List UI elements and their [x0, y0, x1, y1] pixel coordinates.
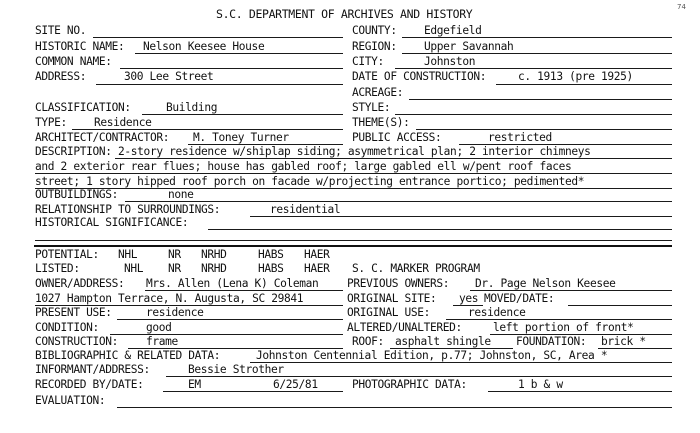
potential-haer: HAER	[304, 248, 330, 261]
condition-label: CONDITION:	[35, 321, 99, 334]
description-rule-3	[35, 188, 672, 189]
present-use-line	[117, 319, 343, 320]
moved-date-line	[568, 305, 672, 306]
section-divider	[34, 245, 672, 247]
informant-value: Bessie Strother	[188, 363, 284, 376]
moved-date-label: MOVED/DATE:	[484, 292, 555, 305]
outbuildings-line	[125, 201, 672, 202]
significance-line	[208, 229, 672, 230]
description-line-1: DESCRIPTION: 2-story residence w/shiplap siding; asymmetrical plan; 2 interior chimneys	[35, 145, 591, 158]
classification-value: Building	[166, 101, 218, 114]
photographic-value: 1 b & w	[518, 378, 563, 391]
original-site-value: yes	[459, 292, 479, 305]
region-value: Upper Savannah	[424, 40, 514, 53]
potential-nr: NR	[168, 248, 181, 261]
region-line	[402, 53, 672, 54]
city-label: CITY:	[352, 55, 384, 68]
owner-line-2: 1027 Hampton Terrace, N. Augusta, SC 29841	[35, 292, 304, 305]
historic-name-line	[135, 53, 343, 54]
recorded-line	[163, 391, 343, 392]
foundation-value: brick *	[601, 335, 646, 348]
relationship-line	[250, 216, 672, 217]
listed-label: LISTED:	[35, 262, 80, 275]
original-use-label: ORIGINAL USE:	[347, 306, 431, 319]
historic-name-label: HISTORIC NAME:	[35, 40, 125, 53]
site-no-line	[93, 37, 343, 38]
owner-rule-1	[145, 290, 343, 291]
public-access-label: PUBLIC ACCESS:	[352, 131, 442, 144]
evaluation-label: EVALUATION:	[35, 394, 106, 407]
roof-label: ROOF:	[352, 335, 384, 348]
relationship-value: residential	[270, 203, 341, 216]
significance-label: HISTORICAL SIGNIFICANCE:	[35, 216, 189, 229]
region-label: REGION:	[352, 40, 397, 53]
county-label: COUNTY:	[352, 24, 397, 37]
relationship-label: RELATIONSHIP TO SURROUNDINGS:	[35, 203, 221, 216]
photographic-label: PHOTOGRAPHIC DATA:	[352, 378, 467, 391]
listed-habs: HABS	[258, 262, 284, 275]
original-use-line	[446, 319, 672, 320]
bibliographic-line	[250, 362, 672, 363]
acreage-label: ACREAGE:	[352, 86, 404, 99]
informant-line	[166, 376, 672, 377]
previous-owners-line	[470, 290, 672, 291]
architect-label: ARCHITECT/CONTRACTOR:	[35, 131, 170, 144]
previous-owners-label: PREVIOUS OWNERS:	[347, 277, 450, 290]
architect-value: M. Toney Turner	[193, 131, 289, 144]
condition-value: good	[146, 321, 172, 334]
potential-nhl: NHL	[118, 248, 138, 261]
foundation-line	[598, 348, 672, 349]
city-line	[395, 68, 672, 69]
significance-line-2	[35, 240, 672, 241]
city-value: Johnston	[424, 55, 476, 68]
bibliographic-label: BIBLIOGRAPHIC & RELATED DATA:	[35, 349, 221, 362]
type-value: Residence	[94, 116, 152, 129]
altered-label: ALTERED/UNALTERED:	[347, 321, 462, 334]
common-name-label: COMMON NAME:	[35, 55, 112, 68]
informant-label: INFORMANT/ADDRESS:	[35, 363, 150, 376]
listed-nr: NR	[168, 262, 181, 275]
description-line-2: and 2 exterior rear flues; house has gabled roof; large gabled ell w/pent roof faces	[35, 160, 572, 173]
marker-program-label: S. C. MARKER PROGRAM	[352, 262, 480, 275]
outbuildings-label: OUTBUILDINGS:	[35, 188, 119, 201]
altered-value: left portion of front*	[493, 321, 634, 334]
potential-label: POTENTIAL:	[35, 248, 99, 261]
description-line-3: street; 1 story hipped roof porch on facade w/projecting entrance portico; pedimented*	[35, 175, 585, 188]
listed-haer: HAER	[304, 262, 330, 275]
date-of-construction-line	[496, 84, 672, 85]
description-rule-2	[35, 173, 672, 174]
address-value: 300 Lee Street	[124, 70, 214, 83]
date-of-construction-label: DATE OF CONSTRUCTION:	[352, 70, 487, 83]
classification-line	[142, 114, 343, 115]
original-use-value: residence	[468, 306, 526, 319]
public-access-value: restricted	[488, 131, 552, 144]
site-no-label: SITE NO.	[35, 24, 87, 37]
type-line	[72, 129, 343, 130]
present-use-label: PRESENT USE:	[35, 306, 112, 319]
original-site-label: ORIGINAL SITE:	[347, 292, 437, 305]
construction-value: frame	[146, 335, 178, 348]
common-name-line	[120, 68, 343, 69]
form-title: S.C. DEPARTMENT OF ARCHIVES AND HISTORY	[216, 7, 473, 21]
roof-value: asphalt shingle	[395, 335, 491, 348]
foundation-label: FOUNDATION:	[516, 335, 587, 348]
acreage-line	[409, 99, 672, 100]
historic-name-value: Nelson Keesee House	[143, 40, 265, 53]
bibliographic-value: Johnston Centennial Edition, p.77; Johnston, SC, Area *	[256, 349, 608, 362]
date-of-construction-value: c. 1913 (pre 1925)	[518, 70, 633, 83]
style-line	[395, 114, 672, 115]
county-value: Edgefield	[424, 24, 482, 37]
condition-line	[110, 334, 343, 335]
outbuildings-value: none	[168, 188, 194, 201]
county-line	[402, 37, 672, 38]
construction-label: CONSTRUCTION:	[35, 335, 119, 348]
listed-nhl: NHL	[124, 262, 144, 275]
potential-habs: HABS	[258, 248, 284, 261]
theme-label: THEME(S):	[352, 116, 410, 129]
evaluation-line	[117, 407, 672, 408]
owner-line-1: Mrs. Allen (Lena K) Coleman	[146, 277, 319, 290]
style-label: STYLE:	[352, 101, 391, 114]
present-use-value: residence	[146, 306, 204, 319]
recorded-date-value: 6/25/81	[273, 378, 318, 391]
previous-owners-value: Dr. Page Nelson Keesee	[475, 277, 616, 290]
address-label: ADDRESS:	[35, 70, 87, 83]
description-rule-1	[115, 158, 672, 159]
classification-label: CLASSIFICATION:	[35, 101, 131, 114]
recorded-by-value: EM	[188, 378, 201, 391]
owner-label: OWNER/ADDRESS:	[35, 277, 125, 290]
address-line	[96, 84, 343, 85]
corner-mark: 74	[677, 3, 686, 11]
theme-line	[416, 129, 672, 130]
type-label: TYPE:	[35, 116, 67, 129]
photographic-line	[488, 391, 672, 392]
recorded-label: RECORDED BY/DATE:	[35, 378, 144, 391]
listed-nrhd: NRHD	[201, 262, 227, 275]
potential-nrhd: NRHD	[201, 248, 227, 261]
